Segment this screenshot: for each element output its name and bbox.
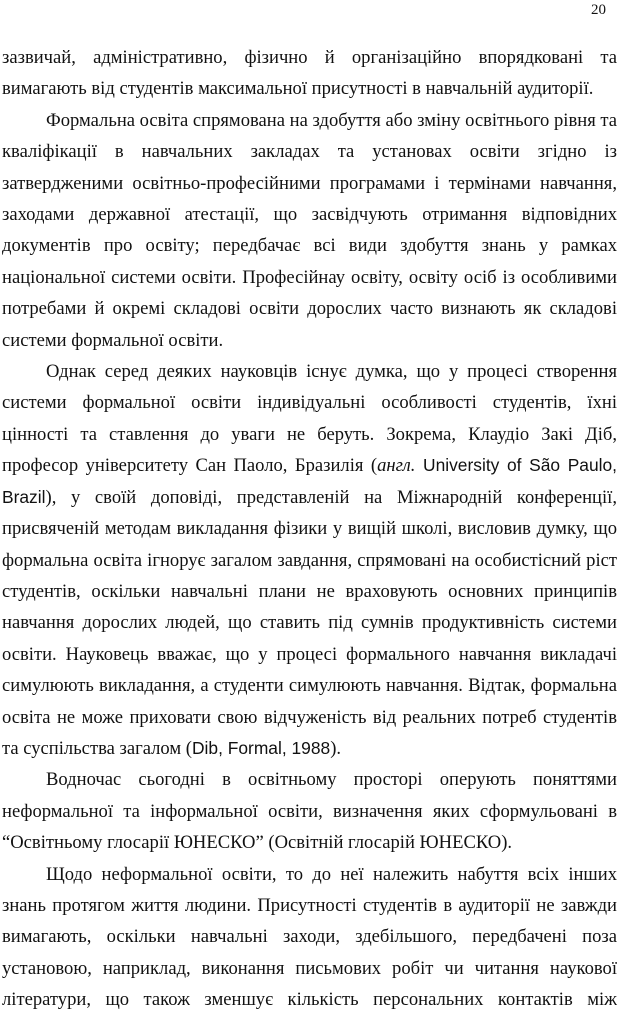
citation: Dib, Formal, 1988: [191, 737, 331, 758]
paragraph-formal-education: Формальна освіта спрямована на здобуття або зміну освітнього рівня та кваліфікації в навчальних закладах та установах освіти згідно із затвердженими освітньо-професійними програмами і термінами навчання, заходами державної атестації, що засвідчують отримання відповідних документів про освіту; передбачає всі види здобуття знань у рамках національної системи освіти. Професійнау освіту, освіту осіб із особливими потребами й окремі складові освіти дорослих часто визнають як складові системи формальної освіти.: [2, 109, 617, 351]
paragraph-unesco-glossary: Водночас сьогодні в освітньому просторі оперують поняттями неформальної та інформальної освіти, визначення яких сформульовані в “Освітньому глосарії ЮНЕСКО” (Освітній глосарій ЮНЕСКО).: [2, 769, 617, 854]
paragraph-text: ), у своїй доповіді, представленій на Міжнародній конференції, присвяченій методам викладання фізики у вищій школі, висловив думку, що формальна освіта ігнорує загалом завдання, спрямовані на особистісний ріст студентів, оскільки навчальні плани не враховують основних принципів навчання дорослих людей, що ставить під сумнів продуктивність системи освіти. Науковець вважає, що у процесі формального навчання викладачі симулюють викладання, а студенти симулюють навчання. Відтак, формальна освіта не може приховати свою відчуженість від реальних потреб студентів та суспільства загалом (: [2, 486, 617, 759]
university-name: University of São Paulo, Brazil: [2, 455, 617, 507]
paragraph-continuation: зазвичай, адміністративно, фізично й організаційно впорядковані та вимагають від студентів максимальної присутності в навчальній аудиторії.: [2, 47, 617, 100]
paragraph-text: ).: [330, 737, 342, 759]
paragraph-dib-opinion: [2, 356, 617, 764]
document-body: [2, 42, 617, 1016]
page-number: 20: [591, 2, 606, 18]
language-abbreviation: англ.: [377, 455, 416, 477]
paragraph-text: Однак серед деяких науковців існує думка, що у процесі створення системи формальної освіти індивідуальні особливості студентів, їхні цінності та ставлення до уваги не беруть. Зокрема, Клаудіо Закі Діб, професор університету Сан Паоло, Бразилія (: [2, 361, 617, 477]
paragraph-nonformal-education: Щодо неформальної освіти, то до неї належить набуття всіх інших знань протягом життя людини. Присутності студентів в аудиторії не завжди вимагають, оскільки навчальні заходи, здебільшого, передбачені поза установою, наприклад, виконання письмових робіт чи читання наукової літератури, що також зменшує кількість персональних контактів між: [2, 863, 617, 1011]
